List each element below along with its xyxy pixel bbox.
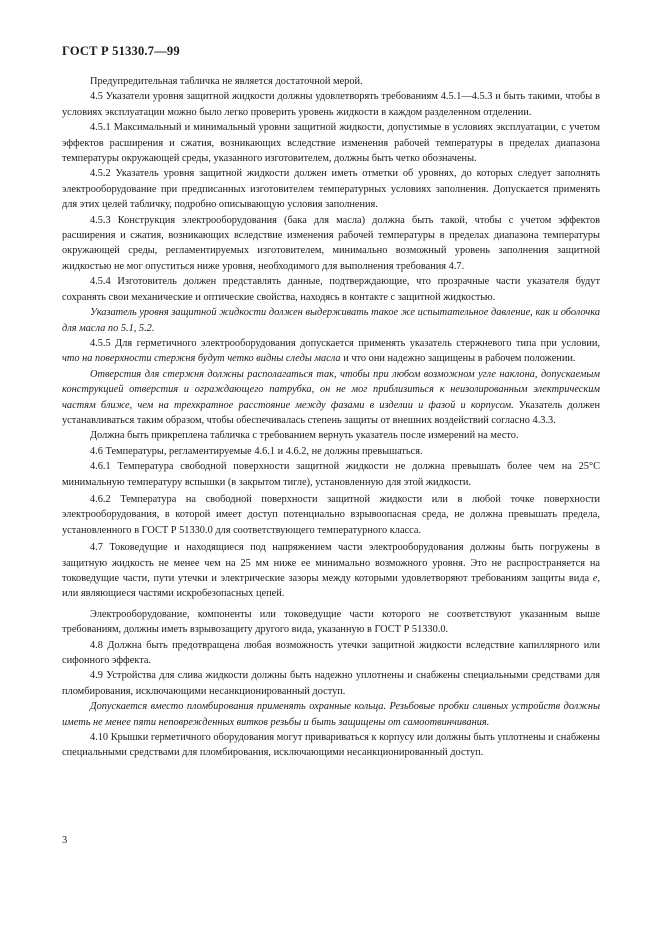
paragraph-4-5-1: 4.5.1 Максимальный и минимальный уровни защитной жидкости, допустимые в условиях эксплуатации, с учетом эффектов расширения и сжатия, возникающих вследствие изменения рабочей температуры в пределах диапазона температуры окружающей среды, указанного изготовителем, должны быть четко обозначены. (62, 122, 600, 165)
paragraph-rod-openings-italic: Отверстия для стержня должны располагаться так, чтобы при любом возможном угле наклона, допускаемым конструкцией отверстия и ограждающего патрубка, он не мог приблизиться к неизолированным электрическим частям ближе, чем на трехкратное расстояние между фазами в изделии и фазой и корпусом. (62, 368, 600, 411)
paragraph-4-5-5-text-italic: что на поверхности стержня будут четко видны следы масла (62, 353, 341, 365)
paragraph-4-8: 4.8 Должна быть предотвращена любая возможность утечки защитной жидкости вследствие капиллярного или сифонного эффекта. (62, 639, 600, 667)
paragraph-4-5: 4.5 Указатели уровня защитной жидкости должны удовлетворять требованиям 4.5.1—4.5.3 и быть такими, чтобы в условиях эксплуатации можно было легко проверить уровень жидкости в каждом разделенном отделении. (62, 91, 600, 118)
paragraph-guard-rings: Допускается вместо пломбирования применять охранные кольца. Резьбовые пробки сливных устройств должны иметь не менее пяти неповрежденных витков резьбы и быть защищены от самоотвинчивания. (62, 701, 600, 728)
paragraph-rod-openings-text: Указатель должен устанавливаться таким образом, чтобы обеспечивалась степень защиты от внешних воздействий согласно 4.3.3. (62, 399, 600, 426)
paragraph-4-6-2: 4.6.2 Температура на свободной поверхности защитной жидкости или в любой точке поверхности электрооборудования, в которой имеет доступ потенциально взрывоопасная среда, не должна превышать предела, установленного в ГОСТ Р 51330.0 для соответствующего температурного класса. (62, 493, 600, 536)
paragraph-rod-openings (62, 367, 600, 429)
paragraph-4-5-5-text-c: и что они надежно защищены в рабочем положении. (340, 353, 576, 365)
paragraph-4-5-3: 4.5.3 Конструкция электрооборудования (бака для масла) должна быть такой, чтобы с учетом эффектов расширения и сжатия, возникающих вследствие изменения рабочей температуры в пределах диапазона температуры окружающей среды, регламентируемых изготовителем, минимально возможный уровень заполнения защитной жидкостью не мог опуститься ниже уровня, необходимого для выполнения требования 4.7. (62, 214, 600, 272)
paragraph-4-6: 4.6 Температуры, регламентируемые 4.6.1 и 4.6.2, не должны превышаться. (90, 445, 423, 457)
document-header: ГОСТ Р 51330.7—99 (62, 44, 180, 58)
page-number: 3 (62, 835, 68, 846)
paragraph-4-5-5 (62, 336, 600, 367)
paragraph-other-protection: Электрооборудование, компоненты или токоведущие части которого не соответствуют указанным выше требованиям, должны иметь взрывозащиту другого вида, указанную в ГОСТ Р 51330.0. (62, 608, 600, 636)
paragraph-4-9: 4.9 Устройства для слива жидкости должны быть надежно уплотнены и снабжены специальными средствами для пломбирования, исключающими несанкционированный доступ. (62, 670, 600, 697)
document-body (62, 74, 600, 761)
paragraph-4-7-text-c: , или являющиеся частями искробезопасных цепей. (62, 573, 600, 600)
paragraph-4-5-2: 4.5.2 Указатель уровня защитной жидкости должен иметь отметки об уровнях, до которых следует заполнять электрооборудование при предписанных изготовителем температурных условиях заполнения. Допускается применять для этих целей табличку, подробно описывающую условия заполнения. (62, 168, 600, 211)
paragraph-4-10: 4.10 Крышки герметичного оборудования могут привариваться к корпусу или должны быть уплотнены и снабжены специальными средствами для пломбирования, исключающими несанкционированный доступ. (62, 732, 600, 759)
paragraph-4-5-4: 4.5.4 Изготовитель должен представлять данные, подтверждающие, что прозрачные части указателя будут сохранять свои механические и оптические свойства, находясь в контакте с защитной жидкостью. (62, 276, 600, 303)
paragraph-plate-return: Должна быть прикреплена табличка с требованием вернуть указатель после измерений на место. (90, 430, 519, 442)
paragraph-4-7 (62, 540, 600, 602)
paragraph-4-7-protection-type: е (592, 573, 598, 584)
paragraph-4-6-1: 4.6.1 Температура свободной поверхности защитной жидкости не должна превышать более чем на 25°С минимальную температуру вспышки (в закрытом тигле), установленную для этой жидкости. (62, 461, 600, 488)
paragraph-warning-plate: Предупредительная табличка не является достаточной мерой. (90, 76, 363, 87)
paragraph-4-5-5-text-a: 4.5.5 Для герметичного электрооборудования допускается применять указатель стержневого типа при условии, (90, 337, 600, 349)
paragraph-4-7-text-a: 4.7 Токоведущие и находящиеся под напряжением части электрооборудования должны быть погружены в защитную жидкость не менее чем на 25 мм ниже ее минимально возможного уровня. Это не распространяется на токоведущие части, пути утечки и электрические зазоры между которыми удовлетворяют требованиям защиты вида (62, 542, 600, 584)
paragraph-indicator-pressure: Указатель уровня защитной жидкости должен выдерживать такое же испытательное давление, как и оболочка для масла по 5.1, 5.2. (62, 307, 600, 334)
